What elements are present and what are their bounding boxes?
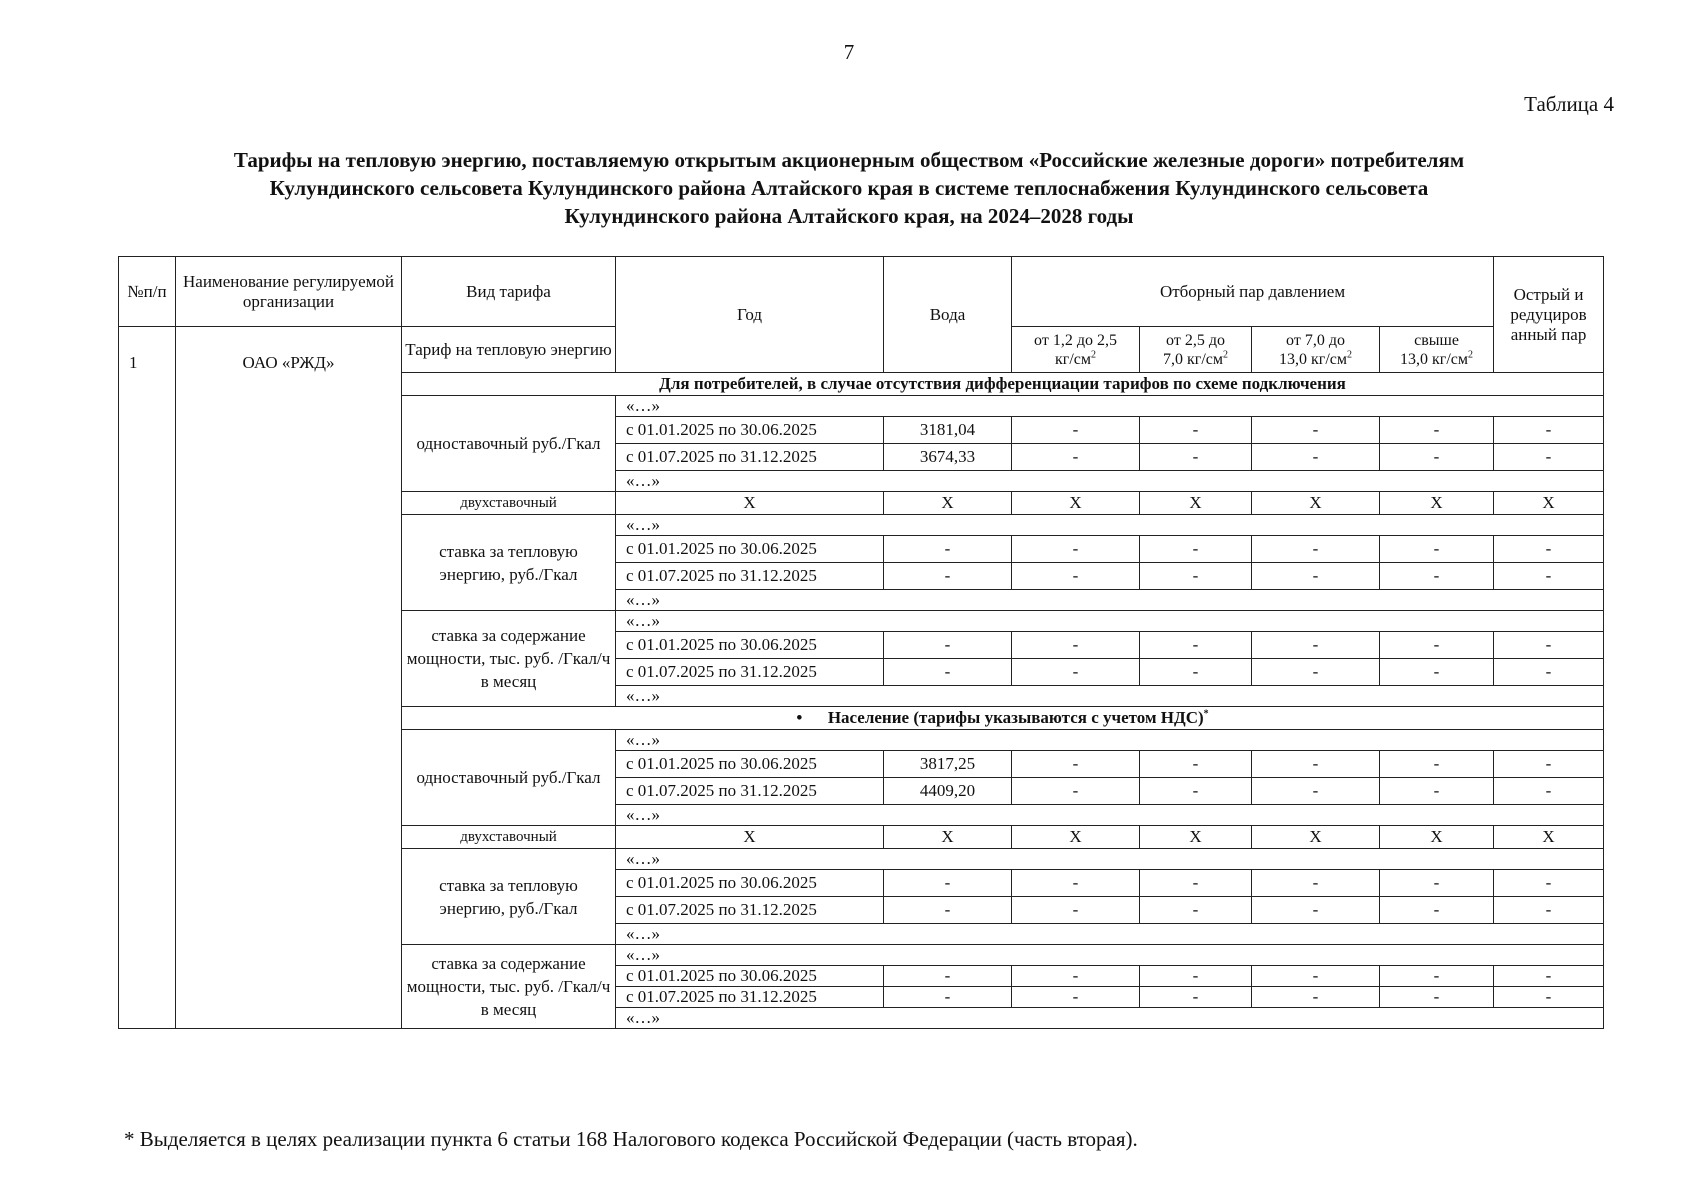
table-label: Таблица 4 bbox=[1524, 92, 1614, 116]
ellipsis-cell: «…» bbox=[616, 611, 1604, 632]
ellipsis-cell: «…» bbox=[616, 945, 1604, 966]
pressure-2-exp: 2 bbox=[1223, 349, 1228, 361]
period-cell: с 01.07.2025 по 31.12.2025 bbox=[616, 778, 884, 805]
dash-cell: - bbox=[1380, 778, 1494, 805]
pressure-4-line2: 13,0 кг/см bbox=[1400, 350, 1469, 368]
period-cell: с 01.07.2025 по 31.12.2025 bbox=[616, 987, 884, 1008]
dash-cell: - bbox=[1494, 751, 1604, 778]
dash-cell: - bbox=[1012, 897, 1140, 924]
dash-cell: - bbox=[1140, 563, 1252, 590]
dash-cell: - bbox=[1252, 987, 1380, 1008]
dash-cell: - bbox=[1252, 632, 1380, 659]
dash-cell: - bbox=[1140, 417, 1252, 444]
title-line-3: Кулундинского района Алтайского края, на 2024–2028 годы bbox=[564, 204, 1134, 228]
ellipsis-cell: «…» bbox=[616, 515, 1604, 536]
dash-cell: - bbox=[1252, 897, 1380, 924]
x-cell: Х bbox=[616, 492, 884, 515]
x-cell: Х bbox=[884, 492, 1012, 515]
header-row bbox=[119, 257, 1604, 327]
water-value: 3181,04 bbox=[884, 417, 1012, 444]
dash-cell: - bbox=[1140, 632, 1252, 659]
dash-cell: - bbox=[884, 632, 1012, 659]
row-number: 1 bbox=[119, 327, 176, 1029]
tariff-name: двухставочный bbox=[402, 826, 616, 849]
period-cell: с 01.07.2025 по 31.12.2025 bbox=[616, 659, 884, 686]
pressure-3-exp: 2 bbox=[1347, 349, 1352, 361]
tariff-name: двухставочный bbox=[402, 492, 616, 515]
pressure-1-exp: 2 bbox=[1091, 349, 1096, 361]
dash-cell: - bbox=[1252, 563, 1380, 590]
dash-cell: - bbox=[884, 659, 1012, 686]
dash-cell: - bbox=[1252, 751, 1380, 778]
dash-cell: - bbox=[1252, 444, 1380, 471]
dash-cell: - bbox=[1494, 870, 1604, 897]
x-cell: Х bbox=[1012, 826, 1140, 849]
header-sharp-steam: Острый и редуциров анный пар bbox=[1494, 257, 1604, 373]
dash-cell: - bbox=[1380, 987, 1494, 1008]
tariff-name: одноставочный руб./Гкал bbox=[402, 730, 616, 826]
tariff-name: ставка за тепловую энергию, руб./Гкал bbox=[402, 515, 616, 611]
page-number: 7 bbox=[843, 40, 855, 64]
dash-cell: - bbox=[1140, 444, 1252, 471]
period-cell: с 01.07.2025 по 31.12.2025 bbox=[616, 444, 884, 471]
dash-cell: - bbox=[1012, 870, 1140, 897]
header-water: Вода bbox=[884, 257, 1012, 373]
header-year: Год bbox=[616, 257, 884, 373]
dash-cell: - bbox=[884, 897, 1012, 924]
water-value: 3817,25 bbox=[884, 751, 1012, 778]
document-title bbox=[120, 146, 1578, 230]
ellipsis-cell: «…» bbox=[616, 849, 1604, 870]
dash-cell: - bbox=[1380, 632, 1494, 659]
header-pressure-3 bbox=[1252, 327, 1380, 373]
section-bullet: • bbox=[796, 708, 803, 727]
period-cell: с 01.01.2025 по 30.06.2025 bbox=[616, 870, 884, 897]
x-cell: Х bbox=[1494, 492, 1604, 515]
dash-cell: - bbox=[1380, 536, 1494, 563]
dash-cell: - bbox=[1012, 966, 1140, 987]
dash-cell: - bbox=[1140, 870, 1252, 897]
header-pressure-1 bbox=[1012, 327, 1140, 373]
x-cell: Х bbox=[1252, 492, 1380, 515]
section-title-text: Население (тарифы указываются с учетом НДС) bbox=[827, 708, 1204, 727]
dash-cell: - bbox=[1380, 444, 1494, 471]
dash-cell: - bbox=[1252, 778, 1380, 805]
x-cell: Х bbox=[884, 826, 1012, 849]
pressure-3-line1: от 7,0 до bbox=[1286, 331, 1345, 349]
period-cell: с 01.01.2025 по 30.06.2025 bbox=[616, 966, 884, 987]
dash-cell: - bbox=[1380, 897, 1494, 924]
period-cell: с 01.01.2025 по 30.06.2025 bbox=[616, 417, 884, 444]
dash-cell: - bbox=[1140, 897, 1252, 924]
pressure-3-line2: 13,0 кг/см bbox=[1278, 350, 1347, 368]
organization-name: ОАО «РЖД» bbox=[176, 327, 402, 1029]
water-value: 4409,20 bbox=[884, 778, 1012, 805]
header-steam: Отборный пар давлением bbox=[1012, 257, 1494, 327]
dash-cell: - bbox=[1494, 536, 1604, 563]
x-cell: Х bbox=[1380, 492, 1494, 515]
x-cell: Х bbox=[1140, 492, 1252, 515]
dash-cell: - bbox=[1012, 563, 1140, 590]
dash-cell: - bbox=[1380, 563, 1494, 590]
ellipsis-cell: «…» bbox=[616, 730, 1604, 751]
dash-cell: - bbox=[1012, 987, 1140, 1008]
x-cell: Х bbox=[1012, 492, 1140, 515]
dash-cell: - bbox=[1494, 987, 1604, 1008]
pressure-4-exp: 2 bbox=[1468, 349, 1474, 361]
title-line-1: Тарифы на тепловую энергию, поставляемую открытым акционерным обществом «Российские железные дороги» потребителям bbox=[233, 148, 1465, 172]
footnote-mark: * bbox=[1203, 708, 1209, 720]
section-title bbox=[402, 707, 1604, 730]
dash-cell: - bbox=[1494, 778, 1604, 805]
x-cell: Х bbox=[1140, 826, 1252, 849]
period-cell: с 01.01.2025 по 30.06.2025 bbox=[616, 536, 884, 563]
dash-cell: - bbox=[1380, 966, 1494, 987]
ellipsis-cell: «…» bbox=[616, 686, 1604, 707]
ellipsis-cell: «…» bbox=[616, 471, 1604, 492]
dash-cell: - bbox=[1012, 659, 1140, 686]
header-number: №п/п bbox=[119, 257, 176, 327]
ellipsis-cell: «…» bbox=[616, 924, 1604, 945]
dash-cell: - bbox=[1140, 987, 1252, 1008]
header-organization: Наименование регулируемой организации bbox=[176, 257, 402, 327]
dash-cell: - bbox=[884, 536, 1012, 563]
dash-cell: - bbox=[1380, 659, 1494, 686]
header-tariff-energy: Тариф на тепловую энергию bbox=[402, 327, 616, 373]
dash-cell: - bbox=[1494, 897, 1604, 924]
x-cell: Х bbox=[616, 826, 884, 849]
pressure-2-line2: 7,0 кг/см bbox=[1162, 350, 1223, 368]
pressure-4-line1: свыше bbox=[1414, 331, 1459, 349]
dash-cell: - bbox=[1380, 417, 1494, 444]
section-title: Для потребителей, в случае отсутствия дифференциации тарифов по схеме подключения bbox=[402, 373, 1604, 396]
period-cell: с 01.07.2025 по 31.12.2025 bbox=[616, 897, 884, 924]
tariff-table bbox=[118, 256, 1604, 1029]
dash-cell: - bbox=[1494, 659, 1604, 686]
tariff-name: ставка за тепловую энергию, руб./Гкал bbox=[402, 849, 616, 945]
dash-cell: - bbox=[1494, 632, 1604, 659]
header-pressure-2 bbox=[1140, 327, 1252, 373]
dash-cell: - bbox=[1252, 417, 1380, 444]
header-tariff-type: Вид тарифа bbox=[402, 257, 616, 327]
dash-cell: - bbox=[1012, 778, 1140, 805]
pressure-2-line1: от 2,5 до bbox=[1166, 331, 1225, 349]
header-pressure-4 bbox=[1380, 327, 1494, 373]
period-cell: с 01.07.2025 по 31.12.2025 bbox=[616, 563, 884, 590]
dash-cell: - bbox=[1140, 751, 1252, 778]
tariff-name: ставка за содержание мощности, тыс. руб. /Гкал/ч в месяц bbox=[402, 945, 616, 1029]
dash-cell: - bbox=[884, 870, 1012, 897]
x-cell: Х bbox=[1252, 826, 1380, 849]
dash-cell: - bbox=[1494, 563, 1604, 590]
dash-cell: - bbox=[1140, 536, 1252, 563]
dash-cell: - bbox=[884, 966, 1012, 987]
dash-cell: - bbox=[1252, 536, 1380, 563]
dash-cell: - bbox=[884, 987, 1012, 1008]
footnote: * Выделяется в целях реализации пункта 6 статьи 168 Налогового кодекса Российской Федерации (часть вторая). bbox=[124, 1127, 1138, 1151]
dash-cell: - bbox=[1140, 966, 1252, 987]
x-cell: Х bbox=[1380, 826, 1494, 849]
dash-cell: - bbox=[1494, 444, 1604, 471]
dash-cell: - bbox=[1252, 659, 1380, 686]
dash-cell: - bbox=[1012, 417, 1140, 444]
dash-cell: - bbox=[884, 563, 1012, 590]
dash-cell: - bbox=[1380, 751, 1494, 778]
dash-cell: - bbox=[1012, 751, 1140, 778]
dash-cell: - bbox=[1494, 966, 1604, 987]
period-cell: с 01.01.2025 по 30.06.2025 bbox=[616, 751, 884, 778]
ellipsis-cell: «…» bbox=[616, 805, 1604, 826]
dash-cell: - bbox=[1012, 632, 1140, 659]
pressure-1-line2: кг/см bbox=[1054, 350, 1091, 368]
period-cell: с 01.01.2025 по 30.06.2025 bbox=[616, 632, 884, 659]
dash-cell: - bbox=[1380, 870, 1494, 897]
tariff-name: ставка за содержание мощности, тыс. руб. /Гкал/ч в месяц bbox=[402, 611, 616, 707]
ellipsis-cell: «…» bbox=[616, 396, 1604, 417]
ellipsis-cell: «…» bbox=[616, 1008, 1604, 1029]
x-cell: Х bbox=[1494, 826, 1604, 849]
dash-cell: - bbox=[1494, 417, 1604, 444]
pressure-1-line1: от 1,2 до 2,5 bbox=[1034, 331, 1117, 349]
ellipsis-cell: «…» bbox=[616, 590, 1604, 611]
dash-cell: - bbox=[1012, 536, 1140, 563]
title-line-2: Кулундинского сельсовета Кулундинского района Алтайского края в системе теплоснабжения Кулундинского сельсовета bbox=[269, 176, 1429, 200]
dash-cell: - bbox=[1252, 966, 1380, 987]
dash-cell: - bbox=[1252, 870, 1380, 897]
dash-cell: - bbox=[1012, 444, 1140, 471]
water-value: 3674,33 bbox=[884, 444, 1012, 471]
dash-cell: - bbox=[1140, 659, 1252, 686]
tariff-name: одноставочный руб./Гкал bbox=[402, 396, 616, 492]
dash-cell: - bbox=[1140, 778, 1252, 805]
